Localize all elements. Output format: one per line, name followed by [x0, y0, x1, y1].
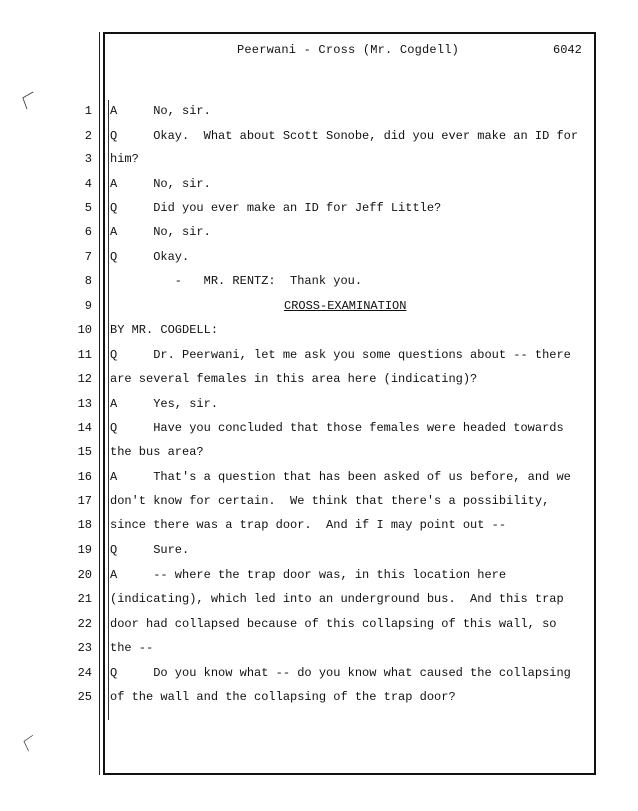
line-number: 1 — [84, 104, 92, 118]
line-number: 14 — [77, 421, 92, 435]
line-number: 15 — [77, 445, 92, 459]
line-text: Q Did you ever make an ID for Jeff Little? — [110, 201, 442, 215]
line-number: 17 — [77, 494, 92, 508]
line-text: - MR. RENTZ: Thank you. — [110, 274, 363, 288]
line-number: 20 — [77, 568, 92, 582]
line-text: Q Okay. What about Scott Sonobe, did you ever make an ID for — [110, 129, 579, 143]
line-number: 11 — [77, 348, 92, 362]
line-number: 12 — [77, 372, 92, 386]
line-number: 6 — [84, 225, 92, 239]
line-number: 2 — [84, 129, 92, 143]
line-text: the bus area? — [110, 445, 204, 459]
line-text: A No, sir. — [110, 104, 211, 118]
line-text: door had collapsed because of this collapsing of this wall, so — [110, 617, 557, 631]
line-number: 25 — [77, 690, 92, 704]
section-heading: CROSS-EXAMINATION — [284, 299, 407, 313]
line-text: BY MR. COGDELL: — [110, 323, 219, 337]
line-number: 21 — [77, 592, 92, 606]
line-text: Q Do you know what -- do you know what caused the collapsing — [110, 666, 571, 680]
page-number: 6042 — [553, 43, 582, 57]
line-text: Q Dr. Peerwani, let me ask you some questions about -- there — [110, 348, 571, 362]
line-number: 18 — [77, 518, 92, 532]
line-text: are several females in this area here (indicating)? — [110, 372, 478, 386]
line-text: since there was a trap door. And if I may point out -- — [110, 518, 507, 532]
line-number: 4 — [84, 177, 92, 191]
line-number: 9 — [84, 299, 92, 313]
line-text: A -- where the trap door was, in this location here — [110, 568, 507, 582]
line-text: Q Okay. — [110, 250, 190, 264]
line-text: (indicating), which led into an underground bus. And this trap — [110, 592, 564, 606]
line-number: 3 — [84, 152, 92, 166]
line-number: 24 — [77, 666, 92, 680]
line-number: 19 — [77, 543, 92, 557]
text-margin-rule — [108, 100, 109, 720]
line-number: 23 — [77, 641, 92, 655]
line-number: 7 — [84, 250, 92, 264]
margin-rule — [99, 32, 100, 775]
line-text: A No, sir. — [110, 225, 211, 239]
line-number: 10 — [77, 323, 92, 337]
pen-mark-bottom: 〈 — [11, 729, 35, 755]
line-text: A No, sir. — [110, 177, 211, 191]
line-number: 5 — [84, 201, 92, 215]
line-text: the -- — [110, 641, 154, 655]
line-number: 22 — [77, 617, 92, 631]
page-header-title: Peerwani - Cross (Mr. Cogdell) — [237, 43, 460, 57]
line-text: him? — [110, 152, 139, 166]
line-number: 16 — [77, 470, 92, 484]
frame-right-rule — [594, 32, 596, 775]
line-text: A That's a question that has been asked of us before, and we — [110, 470, 571, 484]
line-number: 13 — [77, 397, 92, 411]
pen-mark-top: 〈 — [7, 83, 35, 113]
line-text: of the wall and the collapsing of the trap door? — [110, 690, 456, 704]
line-text: A Yes, sir. — [110, 397, 219, 411]
line-number: 8 — [84, 274, 92, 288]
line-text: Q Sure. — [110, 543, 190, 557]
line-text: Q Have you concluded that those females were headed towards — [110, 421, 564, 435]
line-text: don't know for certain. We think that there's a possibility, — [110, 494, 550, 508]
